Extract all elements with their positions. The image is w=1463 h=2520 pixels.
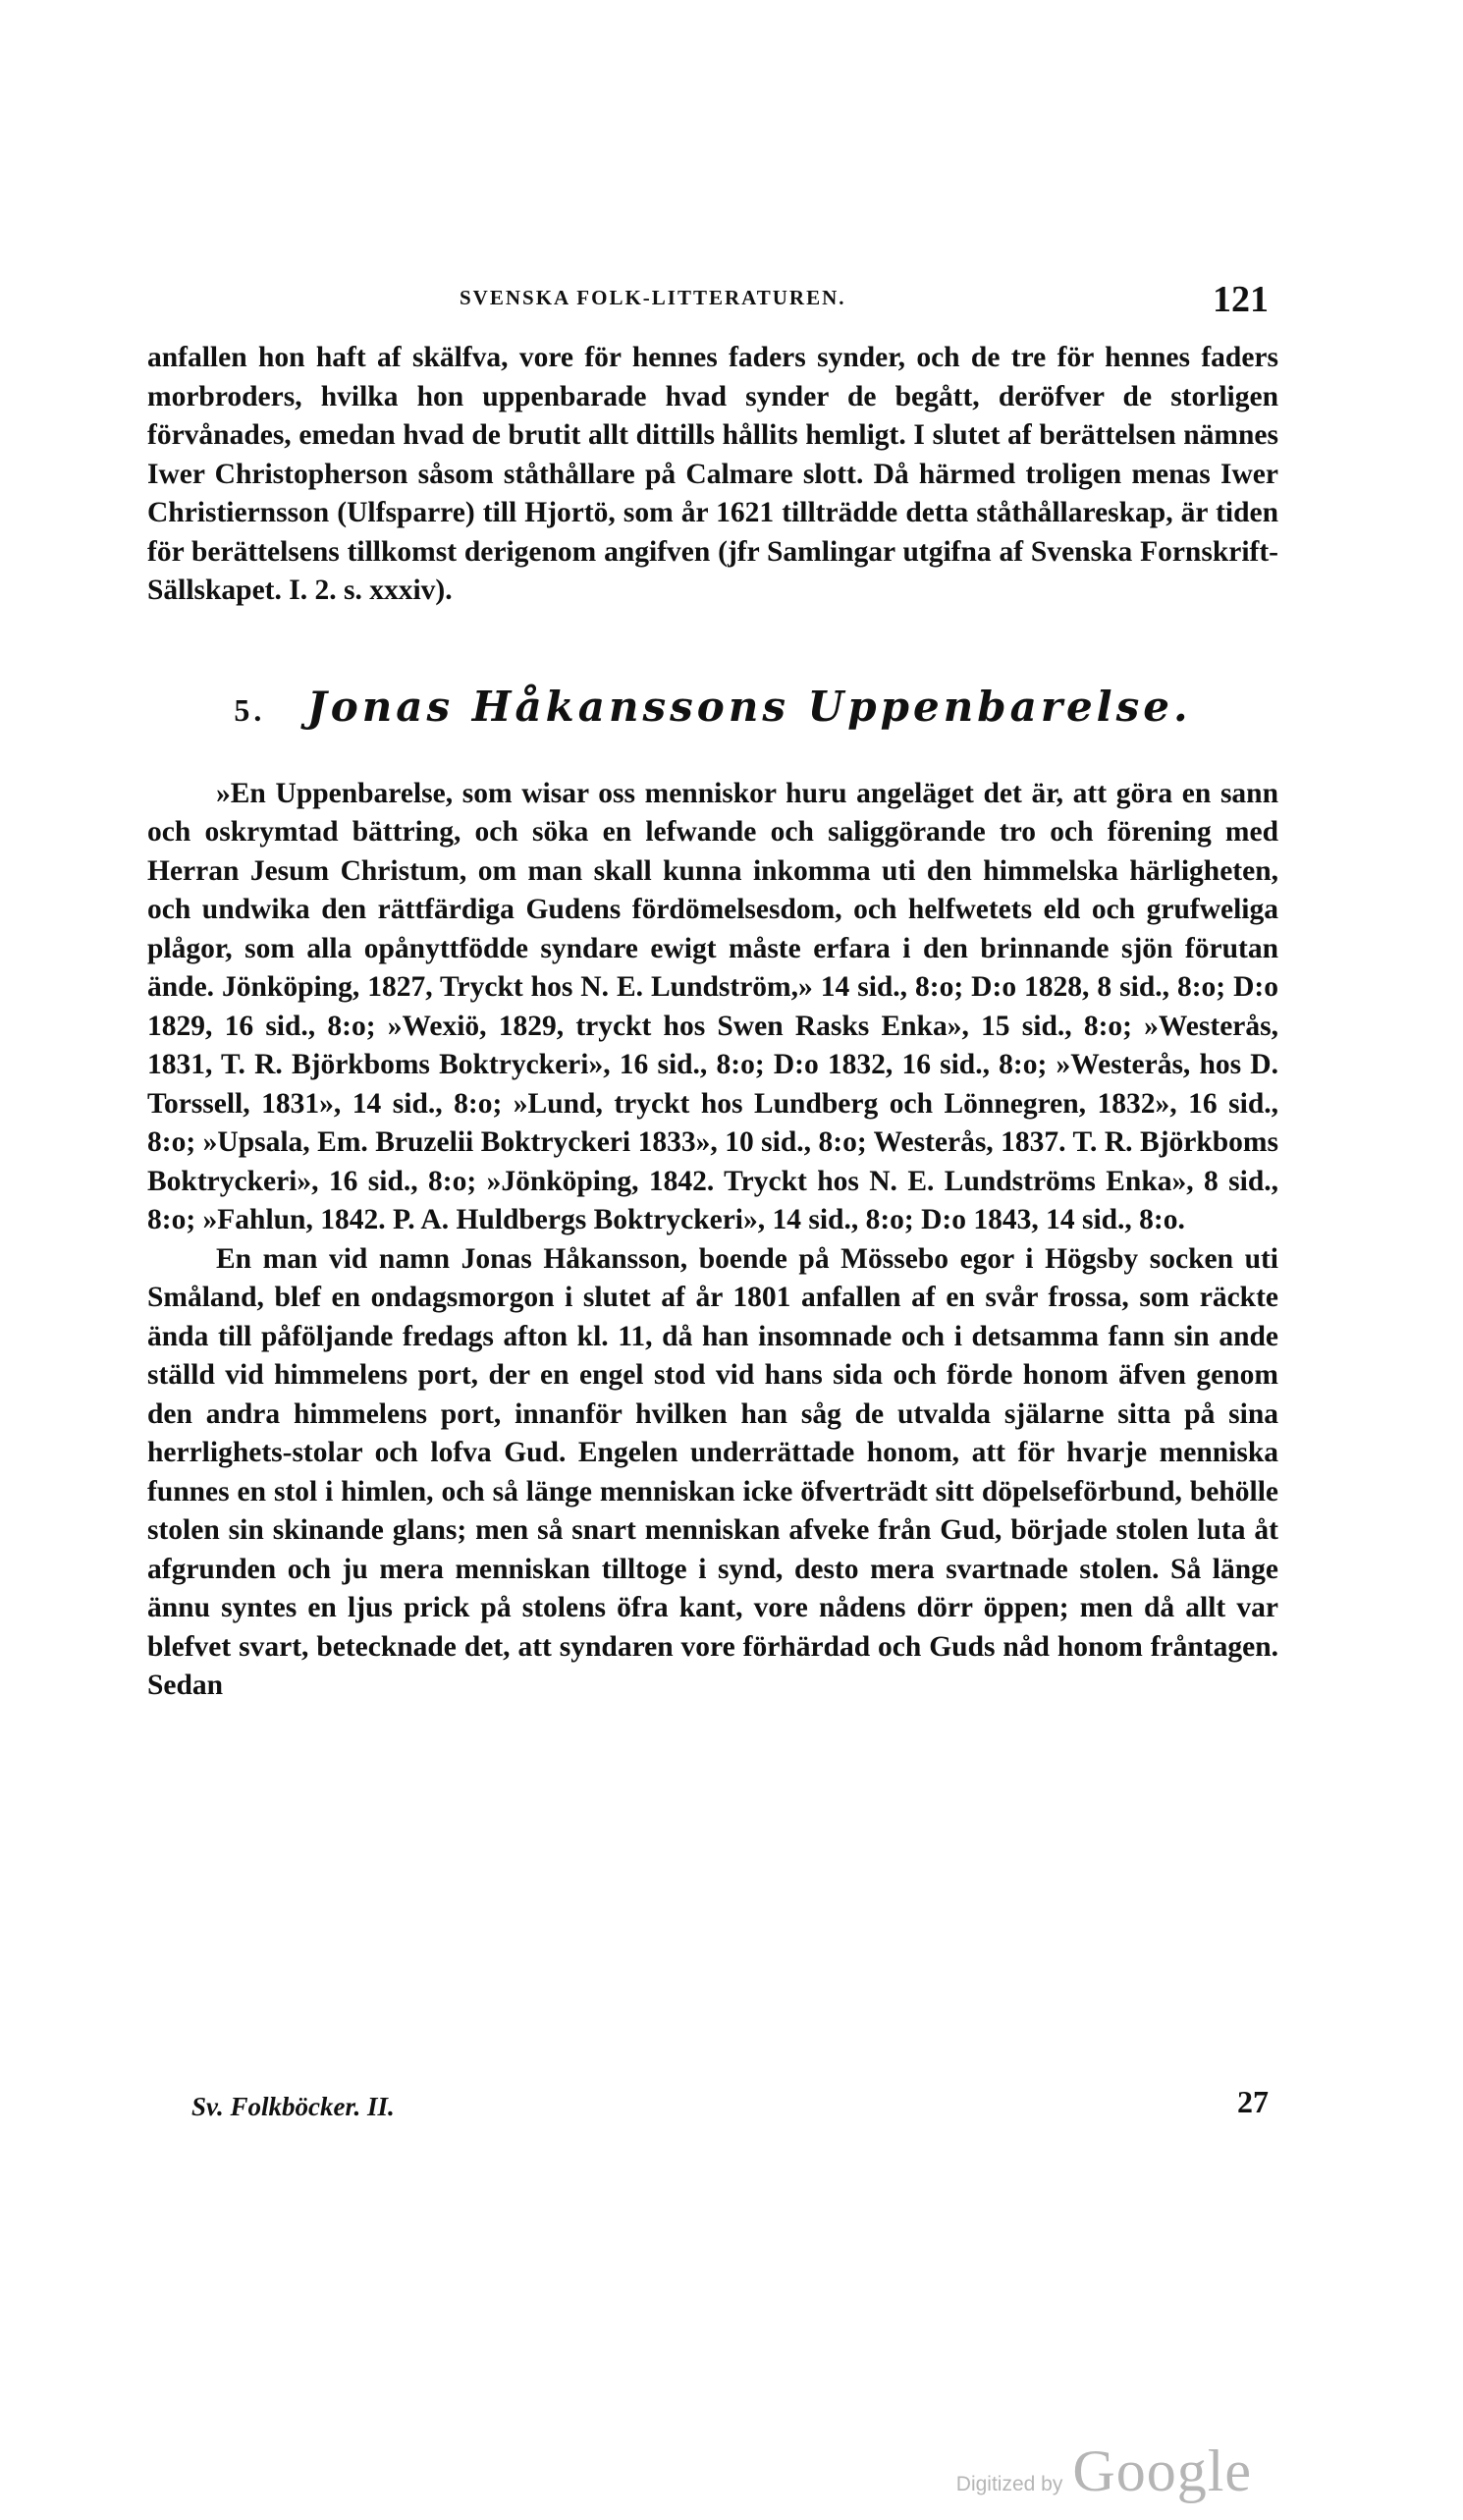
signature-mark: Sv. Folkböcker. II. — [191, 2092, 395, 2121]
section-number: 5. — [234, 691, 266, 728]
page-footer — [191, 2084, 1278, 2133]
paragraph-continued: anfallen hon haft af skälfva, vore för hennes faders synder, och de tre för hennes faders morbroders, hvilka hon uppenbarade hvad synder de begått, deröfver de storligen förvånades, emedan hvad de brutit allt dittills hållits hemligt. I slutet af berättelsen nämnes Iwer Christopherson såsom ståthållare på Calmare slott. Då härmed troligen menas Iwer Christiernsson (Ulfsparre) till Hjortö, som år 1621 tillträdde detta ståthållareskap, är tiden för berättelsens tillkomst derigenom angifven (jfr Samlingar utgifna af Svenska Fornskrift-Sällskapet. I. 2. s. xxxiv). — [147, 342, 1278, 606]
paragraph-narrative: En man vid namn Jonas Håkansson, boende på Mössebo egor i Högsby socken uti Småland, blef en ondagsmorgon i slutet af år 1801 anfallen af en svår frossa, som räckte ända till påföljande fredags afton kl. 11, då han insomnade och i detsamma fann sin ande ställd vid himmelens port, der en engel stod vid hans sida och förde honom äfven genom den andra himmelens port, innanför hvilken han såg de utvalda själarne sitta på sina herrlighets-stolar och lofva Gud. Engelen underrättade honom, att för hvarje menniska funnes en stol i himlen, och så länge menniskan icke öfverträdt sitt döpelseförbund, behölle stolen sin skinande glans; men så snart menniskan afveke från Gud, började stolen luta åt afgrunden och ju mera menniskan tilltoge i synd, desto mera svartnade stolen. Så länge ännu syntes en ljus prick på stolens öfra kant, vore nådens dörr öppen; men då allt var blefvet svart, betecknade det, att syndaren vore förhärdad och Guds nåd honom fråntagen. Sedan — [147, 1242, 1278, 1701]
section-heading — [147, 682, 1278, 736]
watermark-prefix: Digitized by — [955, 2473, 1063, 2495]
running-title: SVENSKA FOLK-LITTERATUREN. — [460, 286, 846, 309]
digitization-watermark — [956, 2438, 1252, 2505]
sheet-number: 27 — [1237, 2084, 1269, 2119]
running-head — [147, 278, 1278, 327]
main-text — [147, 339, 1278, 1706]
paragraph-bibliography: »En Uppenbarelse, som wisar oss menniskor huru angeläget det är, att göra en sann och oskrymtad bättring, och söka en lefwande och saliggörande tro och förening med Herran Jesum Christum, om man skall kunna inkomma uti den himmelska härligheten, och undwika den rättfärdiga Gudens fördömelsesdom, och helfwetets eld och grufweliga plågor, som alla opånyttfödde syndare ewigt måste erfara i den brinnande sjön förutan ände. Jönköping, 1827, Tryckt hos N. E. Lundström,» 14 sid., 8:o; D:o 1828, 8 sid., 8:o; D:o 1829, 16 sid., 8:o; »Wexiö, 1829, tryckt hos Swen Rasks Enka», 15 sid., 8:o; »Westerås, 1831, T. R. Björkboms Boktryckeri», 16 sid., 8:o; D:o 1832, 16 sid., 8:o; »Westerås, hos D. Torssell, 1831», 14 sid., 8:o; »Lund, tryckt hos Lundberg och Lönnegren, 1832», 16 sid., 8:o; »Upsala, Em. Bruzelii Boktryckeri 1833», 10 sid., 8:o; Westerås, 1837. T. R. Björkboms Boktryckeri», 16 sid., 8:o; »Jönköping, 1842. Tryckt hos N. E. Lundströms Enka», 8 sid., 8:o; »Fahlun, 1842. P. A. Huldbergs Boktryckeri», 14 sid., 8:o; D:o 1843, 14 sid., 8:o. — [147, 777, 1278, 1235]
watermark-logo: Google — [1072, 2438, 1252, 2503]
section-title: Jonas Håkanssons Uppenbarelse. — [306, 682, 1192, 731]
page-number: 121 — [1213, 279, 1269, 320]
